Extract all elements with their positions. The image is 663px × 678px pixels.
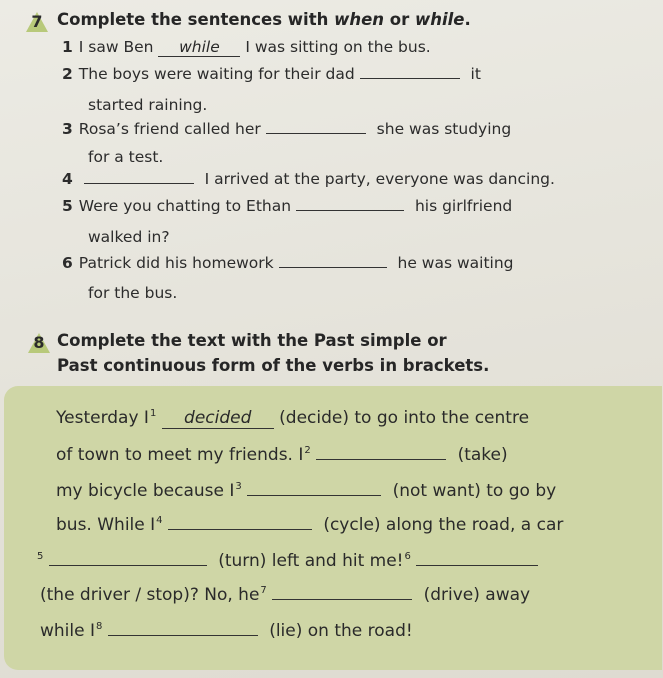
exercise-7-number: 7 — [26, 10, 48, 32]
sentence-6-cont: for the bus. — [88, 284, 178, 302]
answer-blank-t5[interactable] — [49, 550, 207, 566]
answer-blank-t2[interactable] — [316, 444, 446, 460]
answer-blank-t4[interactable] — [168, 514, 312, 530]
answer-blank-t8[interactable] — [108, 620, 258, 636]
text-line-5: $^5$ (turn) left and hit me!$^6$ — [36, 550, 538, 571]
sentence-1: 1 I saw Ben while I was sitting on the bus. — [62, 38, 431, 56]
sentence-5: 5 Were you chatting to Ethan his girlfriend — [62, 197, 513, 215]
text-line-3: my bicycle because $I^3$ (not want) to go by — [56, 481, 557, 501]
answer-blank-t1[interactable]: decided — [162, 408, 274, 429]
sentence-5-cont: walked in? — [88, 228, 170, 246]
answer-blank-4[interactable] — [84, 168, 194, 184]
answer-blank-6[interactable] — [279, 252, 387, 268]
text-line-2: of town to meet my friends. $I^2$ (take) — [56, 445, 508, 465]
sentence-2-cont: started raining. — [88, 96, 208, 114]
sentence-3: 3 Rosa’s friend called her she was studying — [62, 120, 512, 138]
sentence-3-cont: for a test. — [88, 148, 164, 166]
answer-blank-t3[interactable] — [247, 480, 381, 496]
exercise-8-number: 8 — [28, 331, 50, 353]
answer-blank-t7[interactable] — [272, 584, 412, 600]
answer-blank-t6[interactable] — [416, 550, 538, 566]
sentence-4: 4 I arrived at the party, everyone was dancing. — [62, 170, 555, 188]
answer-blank-5[interactable] — [296, 195, 404, 211]
answer-blank-1[interactable]: while — [158, 38, 240, 57]
exercise-8-title-line2: Past continuous form of the verbs in brackets. — [57, 356, 490, 375]
text-line-4: bus. While $I^4$ (cycle) along the road, a car — [56, 515, 564, 535]
sentence-6: 6 Patrick did his homework he was waiting — [62, 254, 514, 272]
text-line-7: while $I^8$ (lie) on the road! — [40, 621, 413, 641]
text-line-1: Yesterday $I^1$ decided (decide) to go into the centre — [56, 408, 530, 428]
sentence-2: 2 The boys were waiting for their dad it — [62, 65, 481, 83]
answer-blank-3[interactable] — [266, 118, 366, 134]
exercise-8-title-line1: Complete the text with the Past simple or — [57, 331, 447, 350]
answer-blank-2[interactable] — [360, 63, 460, 79]
text-panel — [4, 386, 662, 670]
text-line-6: (the driver / stop)? No, $he^7$ (drive) away — [40, 585, 531, 605]
exercise-7-title: Complete the sentences with when or while. — [57, 10, 471, 29]
